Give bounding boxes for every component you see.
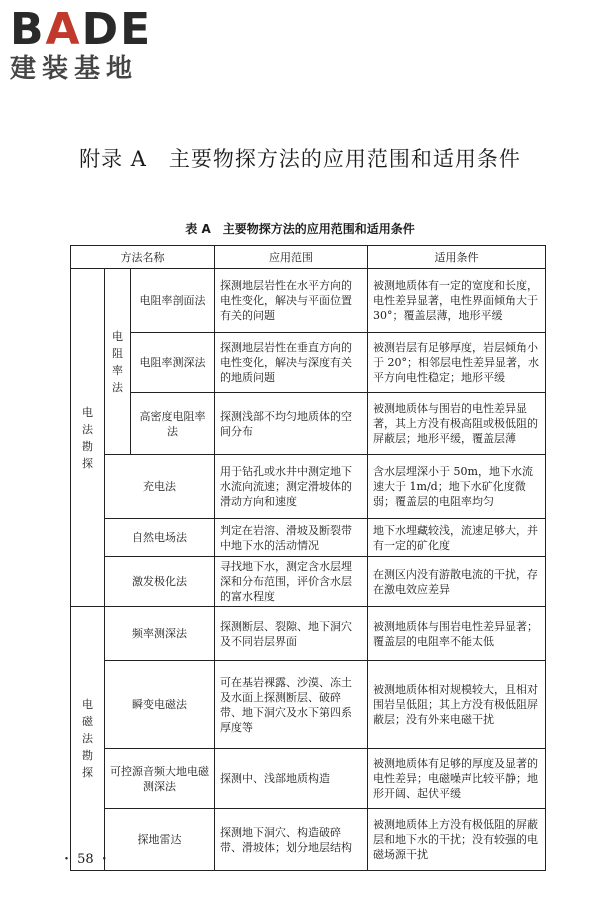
group-cell-electrical	[71, 269, 105, 607]
table-row	[71, 333, 546, 393]
header-method: 方法名称	[71, 246, 215, 269]
logo-letter-b: B	[10, 4, 46, 55]
method-cell: 瞬变电磁法	[105, 661, 215, 749]
header-conditions: 适用条件	[368, 246, 546, 269]
table-caption: 表 A 主要物探方法的应用范围和适用条件	[185, 222, 415, 236]
table-row	[71, 809, 546, 871]
table-row	[71, 519, 546, 557]
scope-cell: 探测地层岩性在垂直方向的电性变化，解决与深度有关的地质问题	[215, 333, 368, 393]
table-row	[71, 557, 546, 607]
scope-cell: 判定在岩溶、滑坡及断裂带中地下水的活动情况	[215, 519, 368, 557]
method-cell: 频率测深法	[105, 607, 215, 661]
scope-cell: 探测地层岩性在水平方向的电性变化，解决与平面位置有关的问题	[215, 269, 368, 333]
logo	[10, 6, 180, 84]
conditions-cell: 被测地质体有足够的厚度及显著的电性差异；电磁噪声比较平静；地形开阔、起伏平缓	[368, 749, 546, 809]
group-cell-resistivity	[105, 269, 131, 455]
page-number: ・ 58 ・	[60, 852, 111, 867]
scope-cell: 探测中、浅部地质构造	[215, 749, 368, 809]
methods-table	[70, 245, 546, 871]
group-electrical-label: 电法勘探	[82, 405, 93, 470]
method-cell: 电阻率剖面法	[131, 269, 215, 333]
table-row	[71, 749, 546, 809]
group-electromagnetic-label: 电磁法勘探	[82, 698, 93, 779]
logo-subtitle: 建装基地	[10, 54, 139, 84]
logo-letters-de: DE	[81, 4, 153, 55]
conditions-cell: 被测地质体上方没有极低阻的屏蔽层和地下水的干扰；没有较强的电磁场源干扰	[368, 809, 546, 871]
conditions-cell: 被测岩层有足够厚度，岩层倾角小于 20°；相邻层电性差异显著，水平方向电性稳定；地形平缓	[368, 333, 546, 393]
group-cell-electromagnetic	[71, 607, 105, 871]
conditions-cell: 地下水埋藏较浅，流速足够大，并有一定的矿化度	[368, 519, 546, 557]
table-row	[71, 661, 546, 749]
table-row	[71, 393, 546, 455]
method-cell: 电阻率测深法	[131, 333, 215, 393]
conditions-cell: 被测地质体有一定的宽度和长度，电性差异显著，电性界面倾角大于 30°；覆盖层薄，地形平缓	[368, 269, 546, 333]
scope-cell: 用于钻孔或水井中测定地下水流向流速；测定滑坡体的滑动方向和速度	[215, 455, 368, 519]
scope-cell: 探测地下洞穴、构造破碎带、滑坡体；划分地层结构	[215, 809, 368, 871]
method-cell: 探地雷达	[105, 809, 215, 871]
table-row	[71, 607, 546, 661]
appendix-title: 附录 A 主要物探方法的应用范围和适用条件	[79, 147, 521, 171]
method-cell: 可控源音频大地电磁测深法	[105, 749, 215, 809]
conditions-cell: 在测区内没有游散电流的干扰，存在激电效应差异	[368, 557, 546, 607]
logo-word	[10, 6, 180, 54]
method-cell: 自然电场法	[105, 519, 215, 557]
table-row	[71, 455, 546, 519]
scope-cell: 探测浅部不均匀地质体的空间分布	[215, 393, 368, 455]
scope-cell: 探测断层、裂隙、地下洞穴及不同岩层界面	[215, 607, 368, 661]
conditions-cell: 被测地质体与围岩的电性差异显著，其上方没有极高阻或极低阻的屏蔽层；地形平缓，覆盖层薄	[368, 393, 546, 455]
method-cell: 激发极化法	[105, 557, 215, 607]
conditions-cell: 被测地质体相对规模较大，且相对围岩呈低阻；其上方没有极低阻屏蔽层；没有外来电磁干扰	[368, 661, 546, 749]
method-cell: 充电法	[105, 455, 215, 519]
scope-cell: 可在基岩裸露、沙漠、冻土及水面上探测断层、破碎带、地下洞穴及水下第四系厚度等	[215, 661, 368, 749]
group-resistivity-label: 电阻率法	[112, 329, 123, 394]
table-header-row	[71, 246, 546, 269]
header-scope: 应用范围	[215, 246, 368, 269]
logo-letter-a: A	[45, 4, 82, 55]
method-cell: 高密度电阻率法	[131, 393, 215, 455]
table-row	[71, 269, 546, 333]
scope-cell: 寻找地下水，测定含水层埋深和分布范围，评价含水层的富水程度	[215, 557, 368, 607]
conditions-cell: 被测地质体与围岩电性差异显著；覆盖层的电阻率不能太低	[368, 607, 546, 661]
conditions-cell: 含水层埋深小于 50m，地下水流速大于 1m/d；地下水矿化度微弱；覆盖层的电阻率均匀	[368, 455, 546, 519]
